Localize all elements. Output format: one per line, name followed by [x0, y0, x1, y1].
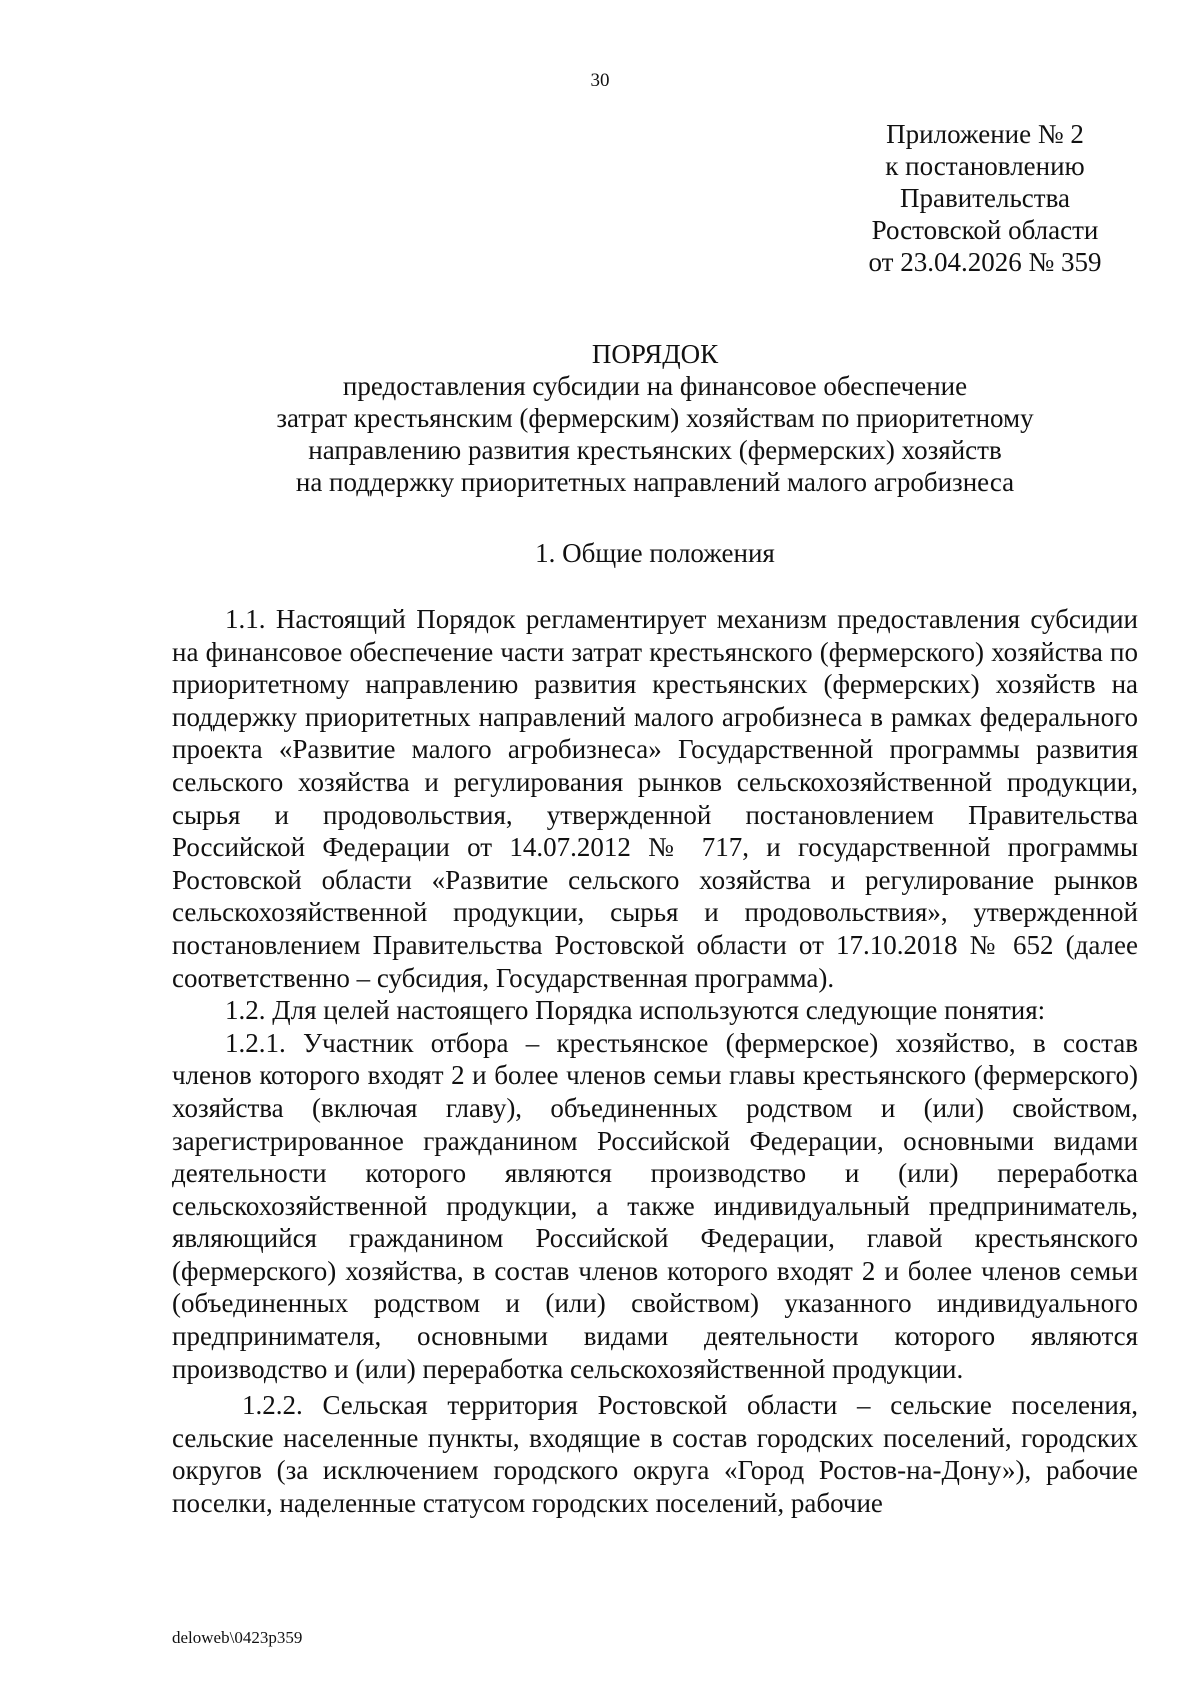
document-title [170, 338, 1140, 498]
paragraph-1-1: 1.1. Настоящий Порядок регламентирует механизм предоставления субсидии на финансовое обеспечение части затрат крестьянского (фермерского) хозяйства по приоритетному направлению развития крестьянских (фермерских) хозяйств на поддержку приоритетных направлений малого агробизнеса в рамках федерального проекта «Развитие малого агробизнеса» Государственной программы развития сельского хозяйства и регулирования рынков сельскохозяйственной продукции, сырья и продовольствия, утвержденной постановлением Правительства Российской Федерации от 14.07.2012 № 717, и государственной программы Ростовской области «Развитие сельского хозяйства и регулирование рынков сельскохозяйственной продукции, сырья и продовольствия», утвержденной постановлением Правительства Ростовской области от 17.10.2018 № 652 (далее соответственно – субсидия, Государственная программа). [172, 604, 1138, 993]
appendix-line: Правительства [900, 183, 1070, 213]
title-subtitle-line: предоставления субсидии на финансовое обеспечение [342, 371, 968, 401]
footer-document-code: deloweb\0423p359 [172, 1628, 303, 1647]
appendix-line: Ростовской области [871, 215, 1099, 245]
title-subtitle-line: затрат крестьянским (фермерским) хозяйствам по приоритетному [276, 403, 1034, 433]
appendix-line: Приложение № 2 [886, 119, 1084, 149]
paragraph-1-2-1: 1.2.1. Участник отбора – крестьянское (фермерское) хозяйство, в состав членов которого входят 2 и более членов семьи главы крестьянского (фермерского) хозяйства (включая главу), объединенных родством и (или) свойством, зарегистрированное гражданином Российской Федерации, основными видами деятельности которого являются производство и (или) переработка сельскохозяйственной продукции, а также индивидуальный предприниматель, являющийся гражданином Российской Федерации, главой крестьянского (фермерского) хозяйства, в состав членов которого входят 2 и более членов семьи (объединенных родством и (или) свойством) указанного индивидуального предпринимателя, основными видами деятельности которого являются производство и (или) переработка сельскохозяйственной продукции. [172, 1027, 1138, 1384]
title-subtitle-line: на поддержку приоритетных направлений малого агробизнеса [295, 467, 1015, 497]
paragraph-1-2: 1.2. Для целей настоящего Порядка используются следующие понятия: [225, 995, 1046, 1026]
title-subtitle-line: направлению развития крестьянских (фермерских) хозяйств [308, 435, 1002, 465]
appendix-reference [845, 118, 1125, 278]
title-heading: ПОРЯДОК [591, 339, 719, 369]
appendix-line: к постановлению [885, 151, 1085, 181]
appendix-line: от 23.04.2026 № 359 [868, 247, 1102, 277]
section-heading: 1. Общие положения [535, 538, 775, 568]
paragraph-1-2-2: 1.2.2. Сельская территория Ростовской области – сельские поселения, сельские населенные пункты, входящие в состав городских поселений, городских округов (за исключением городского округа «Город Ростов-на-Дону»), рабочие поселки, наделенные статусом городских поселений, рабочие [172, 1390, 1138, 1519]
body-text [172, 603, 1138, 1520]
page-number: 30 [590, 70, 610, 91]
